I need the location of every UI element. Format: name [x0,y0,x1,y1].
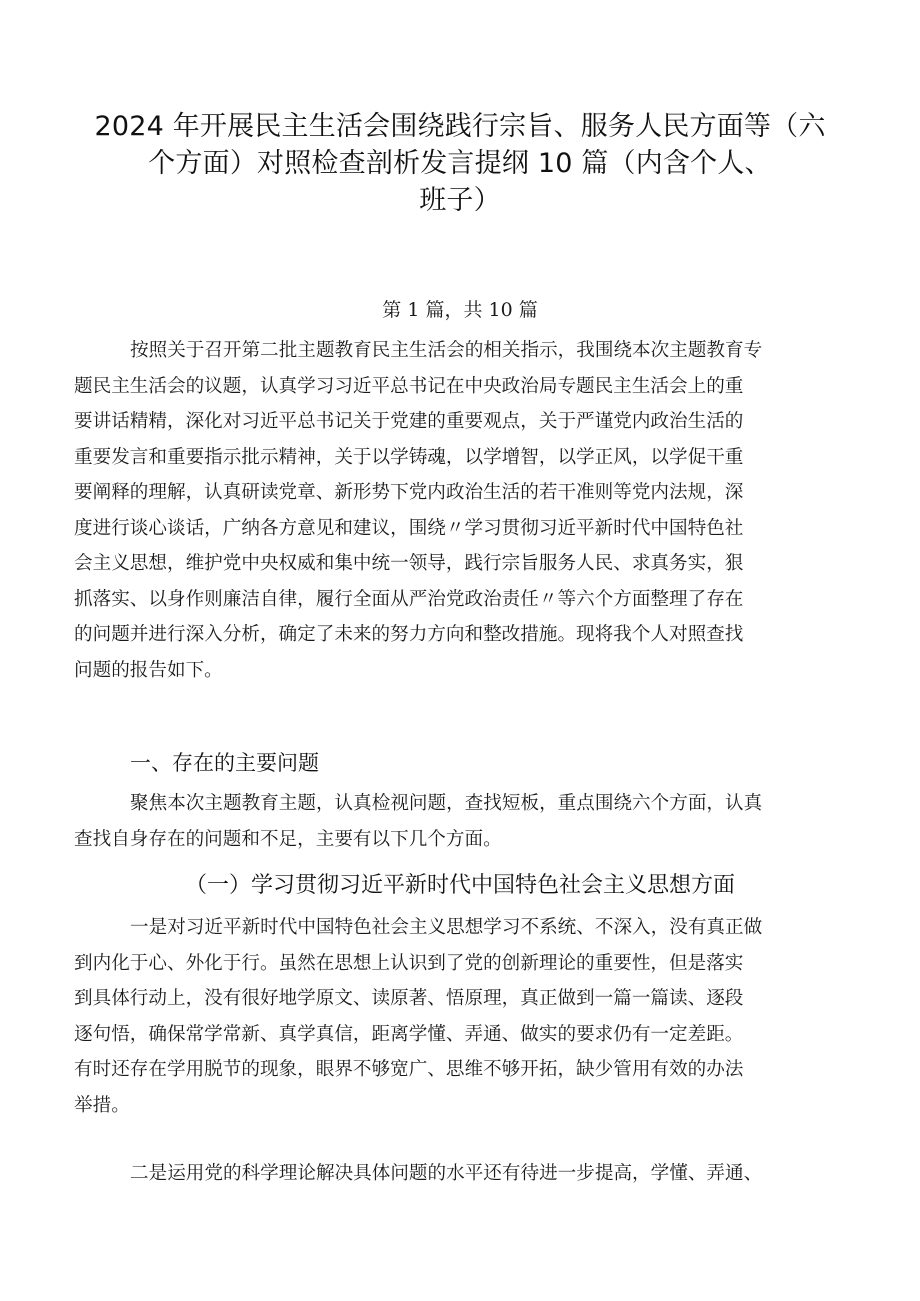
title-line: 班子） [419,185,501,216]
document-title [70,108,850,219]
part-label: 第 1 篇，共 10 篇 [382,299,538,321]
text-line: 度进行谈心谈话，广纳各方意见和建议，围绕〃学习贯彻习近平新时代中国特色社 [74,517,744,539]
text-line: 一是对习近平新时代中国特色社会主义思想学习不系统、不深入，没有真正做 [130,917,763,938]
text-line: 要讲话精精，深化对习近平总书记关于党建的重要观点，关于严谨党内政治生活的 [74,411,744,432]
subsection-heading: （一）学习贯彻习近平新时代中国特色社会主义思想方面 [184,873,735,898]
text-line: 举措。 [74,1094,130,1116]
intro-paragraph [74,333,854,688]
point-two-paragraph [74,1156,854,1192]
text-line: 问题的报告如下。 [74,659,223,681]
title-line: 2024 年开展民主生活会围绕践行宗旨、服务人民方面等（六 [94,111,826,142]
text-line: 会主义思想，维护党中央权威和集中统一领导，践行宗旨服务人民、求真务实，狠 [74,553,744,574]
text-line: 抓落实、以身作则廉洁自律，履行全面从严治党政治责任〃等六个方面整理了存在 [74,588,744,610]
text-line: 到具体行动上，没有很好地学原文、读原著、悟原理，真正做到一篇一篇读、逐段 [74,988,744,1009]
text-line: 按照关于召开第二批主题教育民主生活会的相关指示，我围绕本次主题教育专 [130,340,763,361]
text-line: 到内化于心、外化于行。虽然在思想上认识到了党的创新理论的重要性，但是落实 [74,952,744,974]
text-line: 重要发言和重要指示批示精神，关于以学铸魂，以学增智，以学正风，以学促干重 [74,446,744,468]
text-line: 题民主生活会的议题，认真学习习近平总书记在中央政治局专题民主生活会上的重 [74,375,744,397]
text-line: 要阐释的理解，认真研读党章、新形势下党内政治生活的若干准则等党内法规，深 [74,482,744,503]
text-line: 有时还存在学用脱节的现象，眼界不够宽广、思维不够开拓，缺少管用有效的办法 [74,1059,744,1080]
text-line: 逐句悟，确保常学常新、真学真信，距离学懂、弄通、做实的要求仍有一定差距。 [74,1023,744,1045]
section-heading: 一、存在的主要问题 [130,751,319,775]
point-one-paragraph [74,910,854,1123]
text-line: 二是运用党的科学理论解决具体问题的水平还有待进一步提高，学懂、弄通、 [130,1163,763,1184]
title-line: 个方面）对照检查剖析发言提纲 10 篇（内含个人、 [148,148,772,179]
text-line: 聚焦本次主题教育主题，认真检视问题，查找短板，重点围绕六个方面，认真 [130,793,763,814]
text-line: 查找自身存在的问题和不足，主要有以下几个方面。 [74,828,502,850]
section-paragraph [74,786,854,857]
text-line: 的问题并进行深入分析，确定了未来的努力方向和整改措施。现将我个人对照查找 [74,624,744,645]
